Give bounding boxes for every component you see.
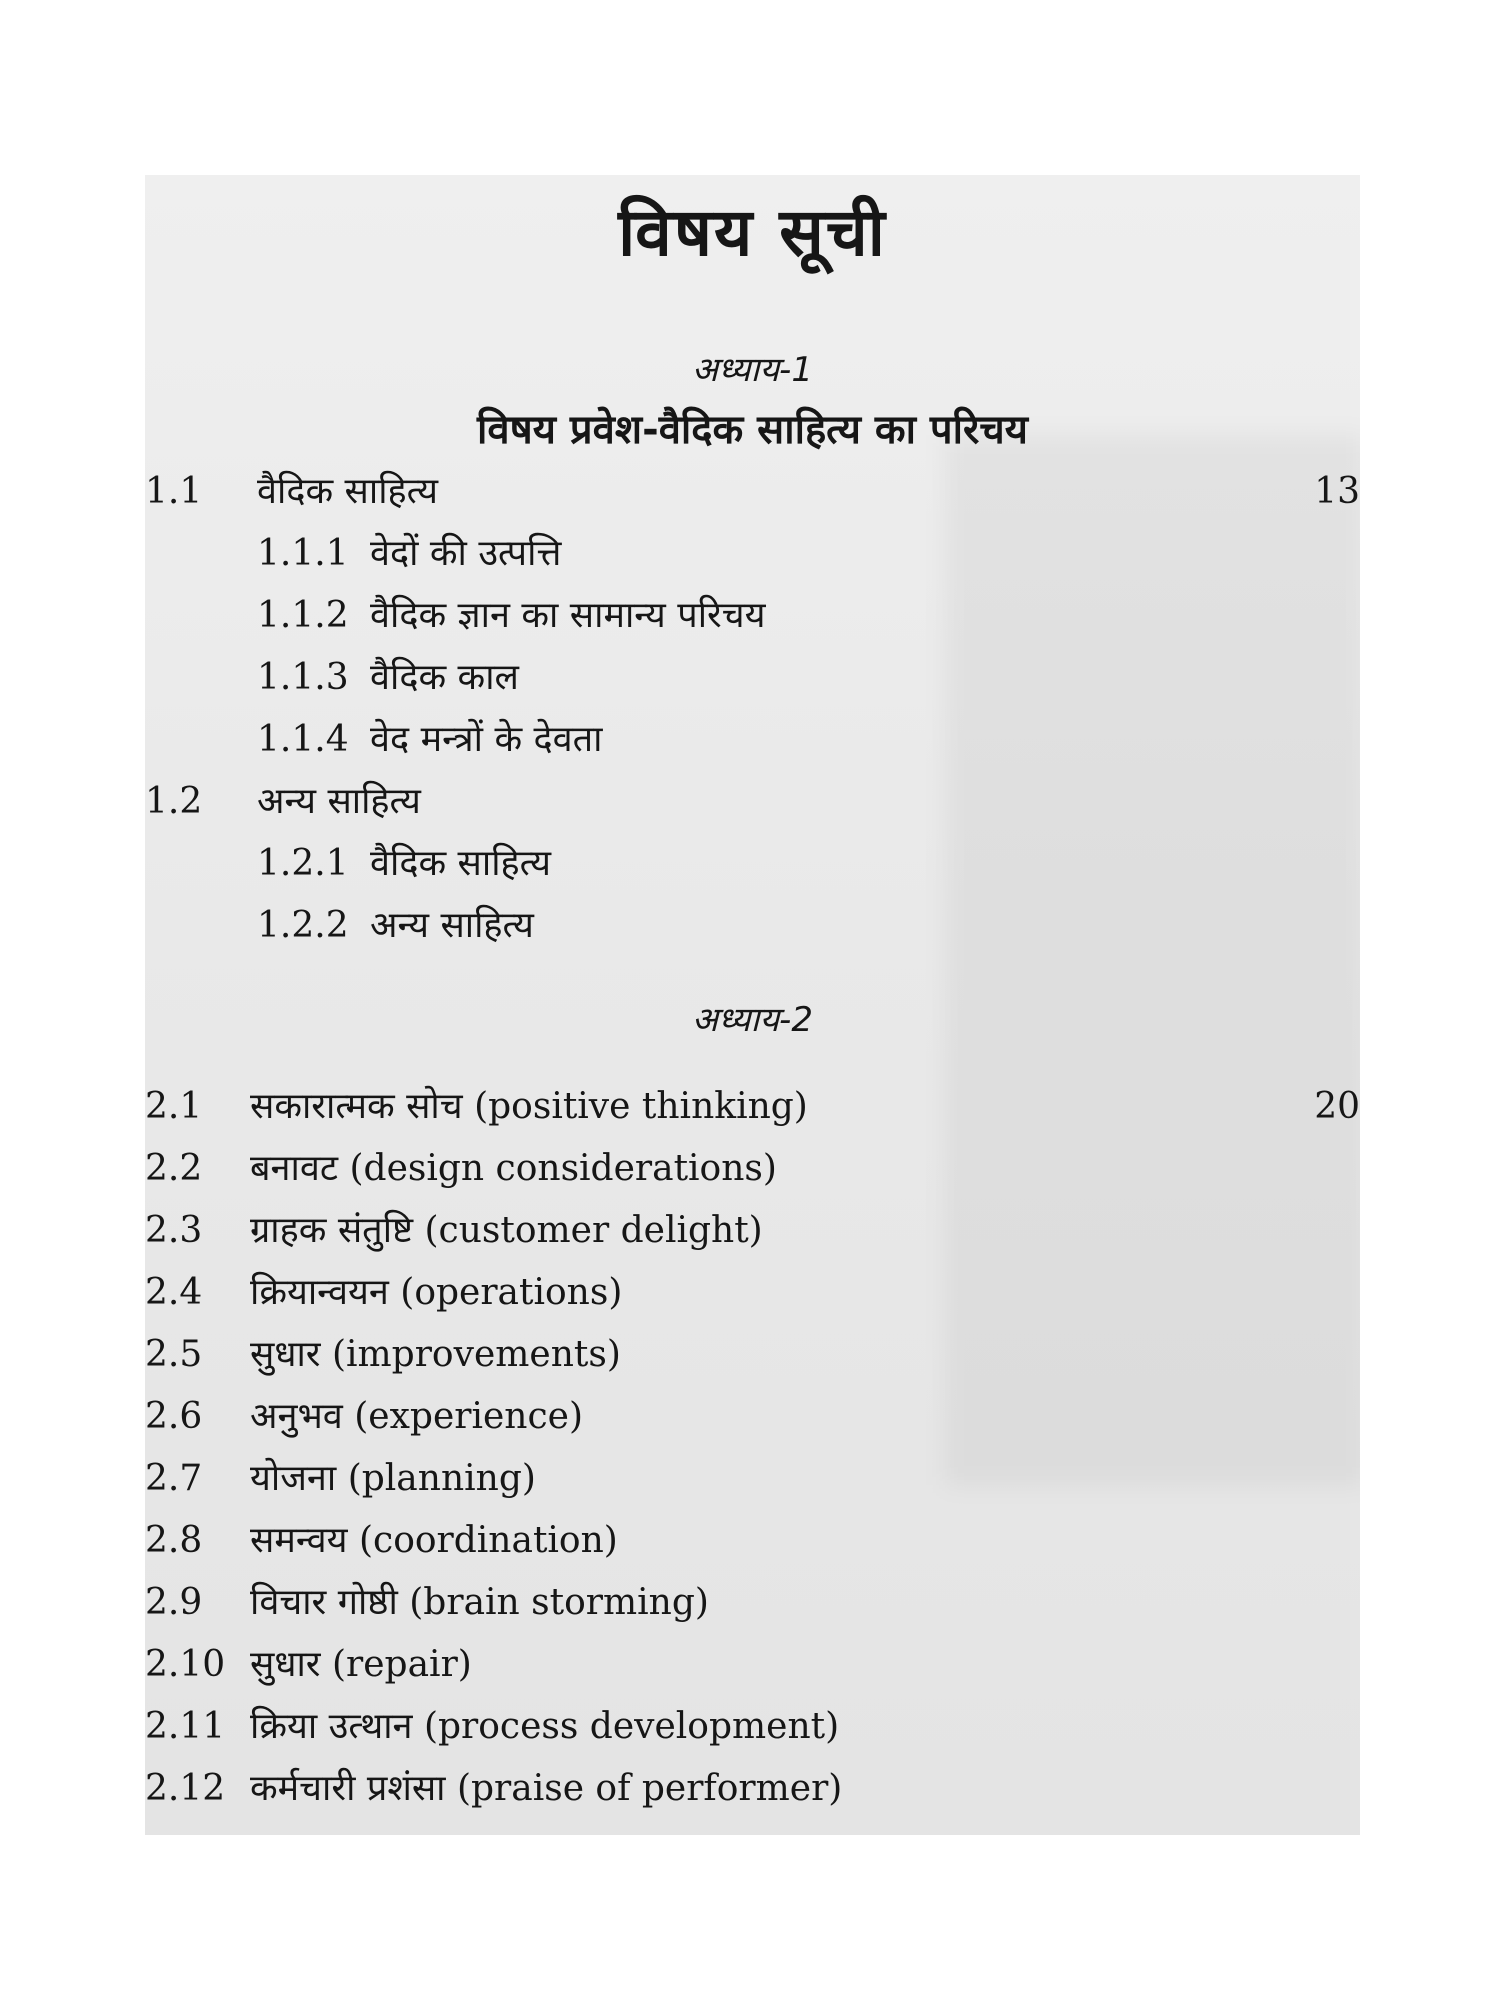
section-title-hindi: ग्राहक संतुष्टि [250, 1210, 414, 1251]
section-number: 1.1.3 [257, 657, 349, 698]
toc-entry [145, 527, 1360, 581]
section-title-english: (positive thinking) [474, 1086, 808, 1127]
section-number: 2.2 [145, 1148, 203, 1189]
section-number: 1.1.1 [257, 533, 349, 574]
section-title-hindi: योजना [250, 1458, 337, 1499]
toc-entry [145, 1204, 1360, 1258]
section-number: 2.4 [145, 1272, 203, 1313]
section-number: 1.1.2 [257, 595, 349, 636]
section-title: वेदों की उत्पत्ति [370, 533, 562, 574]
section-title-hindi: बनावट [250, 1148, 339, 1189]
toc-entry [145, 1514, 1360, 1568]
section-number: 2.7 [145, 1458, 203, 1499]
chapter-1-heading: विषय प्रवेश-वैदिक साहित्य का परिचय [477, 407, 1028, 453]
section-title: वैदिक काल [370, 657, 519, 698]
section-title: अन्य साहित्य [370, 905, 534, 946]
toc-entry [145, 651, 1360, 705]
section-title-hindi: सुधार [250, 1644, 321, 1685]
toc-entry [145, 837, 1360, 891]
chapter-2-label: अध्याय-2 [692, 1000, 813, 1040]
section-number: 2.3 [145, 1210, 203, 1251]
section-number: 2.11 [145, 1706, 226, 1747]
section-number: 1.1.4 [257, 719, 349, 760]
toc-entry [145, 1328, 1360, 1382]
section-title-english: (operations) [400, 1272, 623, 1313]
section-number: 1.2 [145, 781, 203, 822]
section-title-english: (brain storming) [409, 1582, 709, 1623]
toc-entry [145, 1142, 1360, 1196]
section-title-english: (process development) [423, 1706, 840, 1747]
toc-entry [145, 1390, 1360, 1444]
page-title: विषय सूची [618, 194, 887, 271]
section-title-hindi: क्रिया उत्थान [250, 1706, 413, 1747]
section-number: 2.12 [145, 1768, 226, 1809]
toc-entry [145, 1638, 1360, 1692]
section-title-english: (design considerations) [349, 1148, 777, 1189]
toc-entry [145, 1266, 1360, 1320]
toc-entry [145, 1080, 1360, 1134]
section-title: वेद मन्त्रों के देवता [370, 719, 603, 760]
toc-entry [145, 1452, 1360, 1506]
section-title-hindi: कर्मचारी प्रशंसा [250, 1768, 446, 1809]
section-title-english: (planning) [347, 1458, 536, 1499]
page-number: 13 [1314, 471, 1360, 512]
section-number: 2.6 [145, 1396, 203, 1437]
toc-entry [145, 1576, 1360, 1630]
toc-entry [145, 1700, 1360, 1754]
section-title: अन्य साहित्य [257, 781, 421, 822]
toc-entry [145, 465, 1360, 519]
section-title-english: (experience) [354, 1396, 583, 1437]
section-number: 2.9 [145, 1582, 203, 1623]
section-title-english: (repair) [331, 1644, 472, 1685]
section-title: वैदिक ज्ञान का सामान्य परिचय [370, 595, 766, 636]
section-title: वैदिक साहित्य [257, 471, 438, 512]
section-number: 1.1 [145, 471, 203, 512]
section-number: 2.1 [145, 1086, 203, 1127]
page-number: 20 [1314, 1086, 1360, 1127]
section-title-hindi: सुधार [250, 1334, 321, 1375]
toc-entry [145, 1762, 1360, 1816]
section-title-hindi: समन्वय [250, 1520, 348, 1561]
section-title: वैदिक साहित्य [370, 843, 551, 884]
section-title-hindi: सकारात्मक सोच [250, 1086, 463, 1127]
section-title-hindi: विचार गोष्ठी [250, 1582, 398, 1623]
toc-entry [145, 713, 1360, 767]
toc-entry [145, 775, 1360, 829]
section-number: 2.10 [145, 1644, 226, 1685]
section-number: 2.5 [145, 1334, 203, 1375]
section-title-english: (praise of performer) [456, 1768, 843, 1809]
section-number: 2.8 [145, 1520, 203, 1561]
scanned-page [145, 175, 1360, 1835]
section-title-english: (customer delight) [424, 1210, 763, 1251]
section-number: 1.2.2 [257, 905, 349, 946]
section-title-hindi: क्रियान्वयन [250, 1272, 389, 1313]
section-title-english: (coordination) [358, 1520, 618, 1561]
section-title-english: (improvements) [331, 1334, 621, 1375]
toc-entry [145, 589, 1360, 643]
section-title-hindi: अनुभव [250, 1396, 343, 1437]
section-number: 1.2.1 [257, 843, 349, 884]
chapter-1-label: अध्याय-1 [692, 350, 813, 390]
toc-entry [145, 899, 1360, 953]
